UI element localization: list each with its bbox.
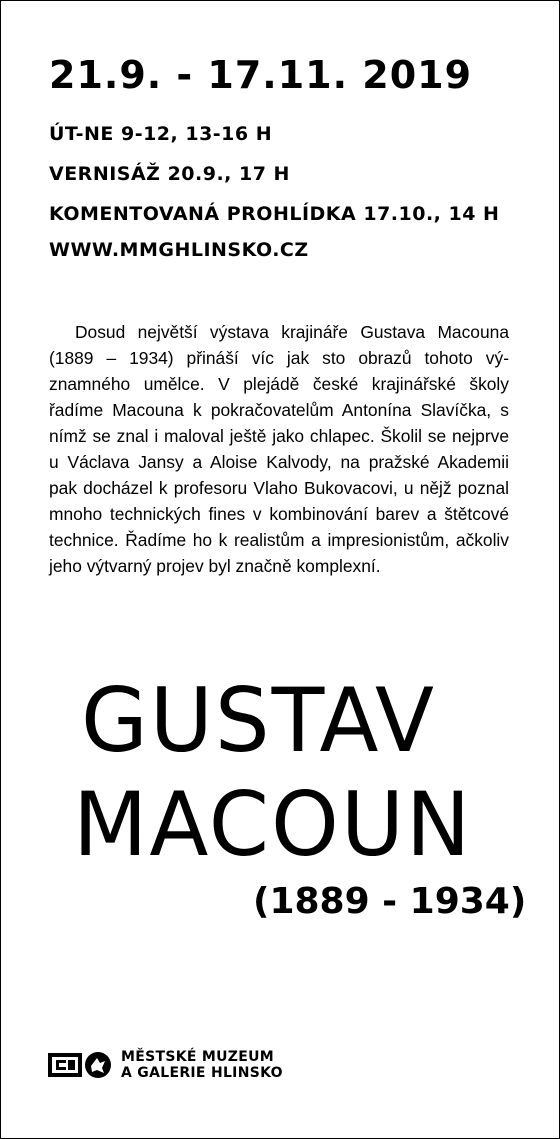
exhibition-dates: 21.9. - 17.11. 2019 xyxy=(49,53,473,97)
exhibition-description: Dosud největší výstava krajináře Gustava Macouna (1889 – 1934) přináší víc jak sto obrazů tohoto významného umělce. V plejádě české krajinářské školy řadíme Macouna k pokračovatelům Antonína Slavíčka, s nímž se znal i maloval ještě jako chlapec. Školil se nejprve u Václava Jansy a Aloise Kalvody, na pražské Akademii pak docházel k profesoru Vlaho Bukovacovi, u nějž poznal mnoho technických fines v kombinování barev a štětcové technice. Řadíme ho k realistům a impresionistům, ačkoliv jeho výtvarný projev byl značně komplexní. xyxy=(49,322,509,576)
artist-last-name: MACOUN xyxy=(73,773,473,876)
vernissage-info: VERNISÁŽ 20.9., 17 H xyxy=(49,163,290,185)
museum-name xyxy=(121,1049,283,1081)
museum-logo xyxy=(47,1049,283,1081)
museum-name-line1: MĚSTSKÉ MUZEUM xyxy=(121,1049,275,1065)
museum-logo-icon xyxy=(47,1050,113,1080)
museum-name-line2: A GALERIE HLINSKO xyxy=(121,1065,283,1081)
opening-hours: ÚT-NE 9-12, 13-16 H xyxy=(49,123,273,145)
guided-tour-info: KOMENTOVANÁ PROHLÍDKA 17.10., 14 H xyxy=(49,203,500,225)
website-link[interactable]: WWW.MMGHLINSKO.CZ xyxy=(49,239,309,261)
artist-first-name: GUSTAV xyxy=(81,669,436,772)
artist-lifespan: (1889 - 1934) xyxy=(253,881,527,922)
